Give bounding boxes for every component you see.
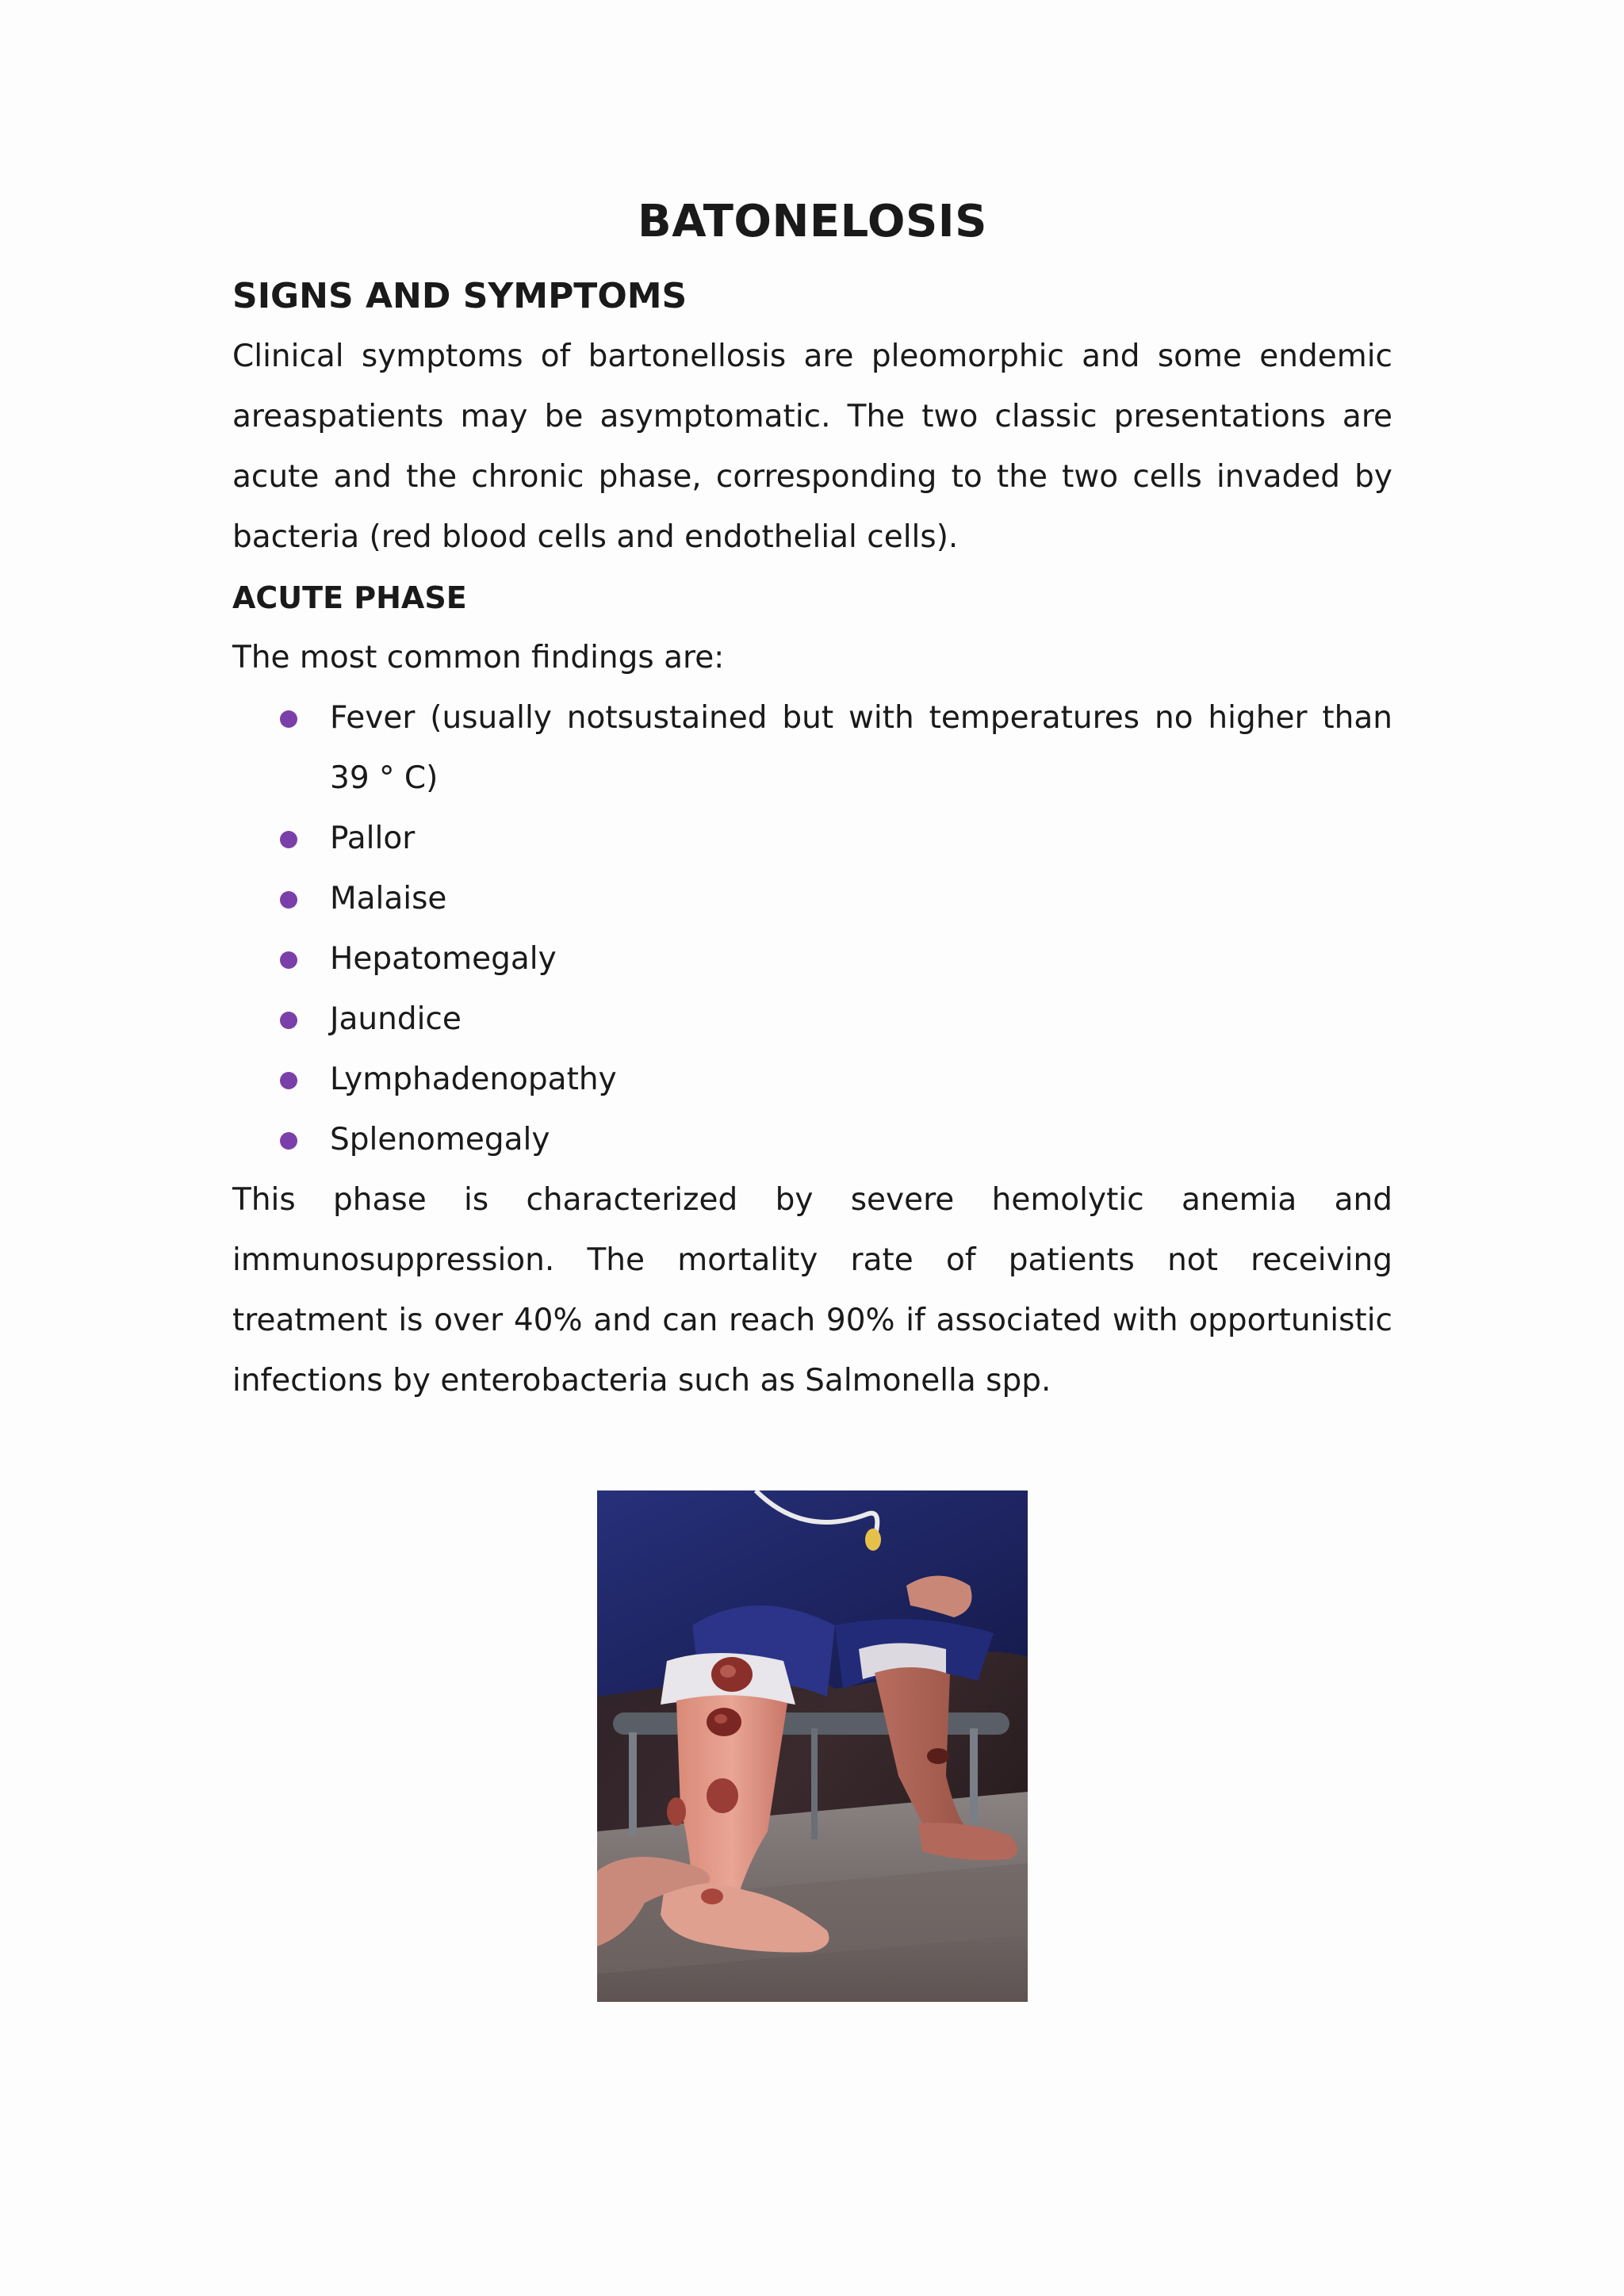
bullet-dot-icon bbox=[280, 1132, 297, 1150]
bullet-dot-icon bbox=[280, 1072, 297, 1089]
list-item bbox=[330, 809, 1392, 869]
list-item-text: Lymphadenopathy bbox=[330, 1062, 617, 1097]
list-item bbox=[330, 1110, 1392, 1170]
list-item bbox=[330, 688, 1392, 809]
list-item-text: Pallor bbox=[330, 821, 416, 856]
list-item bbox=[330, 869, 1392, 929]
page-title: BATONELOSIS bbox=[638, 196, 987, 247]
list-item-text: Hepatomegaly bbox=[330, 941, 557, 977]
closing-paragraph: This phase is characterized by severe hemolytic anemia and immunosuppression. The mortality rate of patients not receiving treatment is over 40% and can reach 90% if associated with opportunistic infections by enterobacteria such as Salmonella spp. bbox=[232, 1182, 1392, 1399]
list-item-text: Malaise bbox=[330, 881, 447, 916]
bullet-dot-icon bbox=[280, 831, 297, 848]
list-item-text: Splenomegaly bbox=[330, 1122, 550, 1158]
bullet-dot-icon bbox=[280, 1012, 297, 1029]
list-item-text: Jaundice bbox=[330, 1001, 462, 1037]
bullet-dot-icon bbox=[280, 891, 297, 909]
list-item bbox=[330, 1050, 1392, 1110]
intro-paragraph: Clinical symptoms of bartonellosis are pleomorphic and some endemic areaspatients may be asymptomatic. The two classic presentations are acute and the chronic phase, corresponding to the two cells invaded by bacteria (red blood cells and endothelial cells). bbox=[232, 339, 1392, 555]
subheading-acute-phase: ACUTE PHASE bbox=[232, 580, 467, 615]
list-item bbox=[330, 929, 1392, 989]
section-heading: SIGNS AND SYMPTOMS bbox=[232, 276, 688, 316]
clinical-photo bbox=[597, 1490, 1028, 2002]
findings-lead: The most common findings are: bbox=[232, 640, 725, 675]
bullet-dot-icon bbox=[280, 951, 297, 969]
list-item-text: Fever (usually notsustained but with temperatures no higher than 39 ° C) bbox=[330, 700, 1392, 796]
findings-list bbox=[232, 688, 1392, 1170]
list-item bbox=[330, 989, 1392, 1050]
document-body bbox=[232, 190, 1392, 1411]
bullet-dot-icon bbox=[280, 710, 297, 728]
